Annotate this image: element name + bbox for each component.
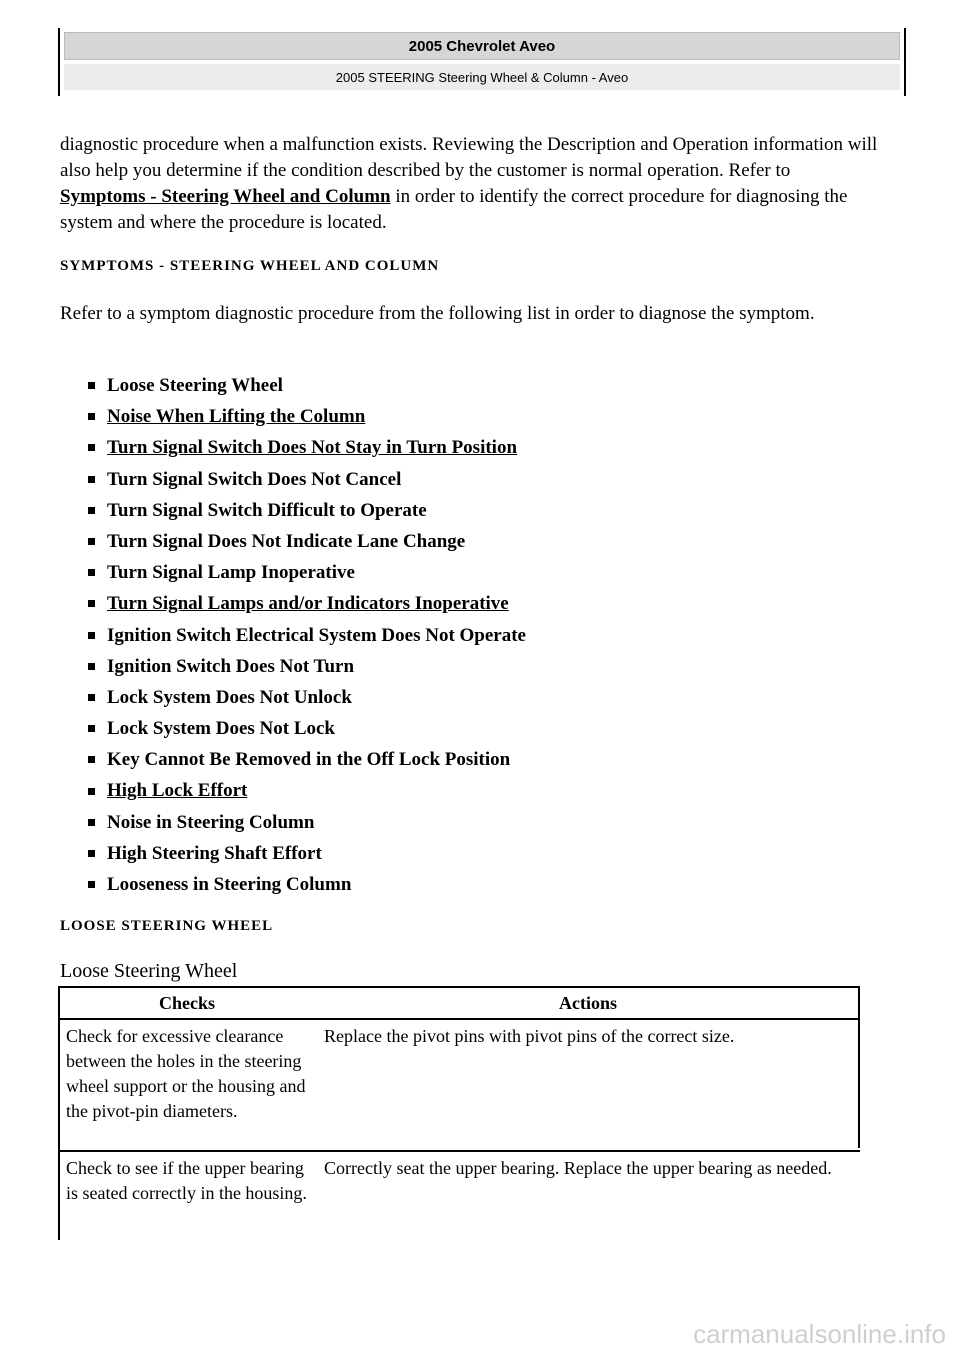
- symptom-link[interactable]: Looseness in Steering Column: [107, 874, 352, 895]
- bullet-icon: [88, 694, 95, 701]
- intro-text-after: in order to identify the correct procedure for diagnosing the system and where the procedure is located.: [60, 186, 848, 233]
- watermark: carmanualsonline.info: [693, 1319, 946, 1349]
- symptom-link[interactable]: Ignition Switch Electrical System Does Not Operate: [107, 624, 526, 646]
- header-title: 2005 Chevrolet Aveo: [64, 32, 900, 60]
- bullet-icon: [88, 569, 95, 576]
- symptom-link[interactable]: Noise in Steering Column: [107, 811, 315, 833]
- bullet-icon: [88, 600, 95, 607]
- list-item[interactable]: [88, 744, 526, 775]
- bullet-icon: [88, 476, 95, 483]
- check-cell: Check to see if the upper bearing is seated correctly in the housing.: [66, 1158, 307, 1203]
- list-item[interactable]: [88, 432, 526, 463]
- list-item[interactable]: [88, 370, 526, 401]
- symptom-link[interactable]: Turn Signal Switch Does Not Cancel: [107, 468, 402, 490]
- document-header: [58, 28, 906, 96]
- bullet-icon: [88, 819, 95, 826]
- bullet-icon: [88, 663, 95, 670]
- bullet-icon: [88, 538, 95, 545]
- list-item[interactable]: [88, 838, 526, 869]
- symptom-link[interactable]: Ignition Switch Does Not Turn: [107, 655, 355, 677]
- bullet-icon: [88, 881, 95, 888]
- symptom-link[interactable]: Turn Signal Switch Does Not Stay in Turn Position: [107, 437, 518, 459]
- symptom-link[interactable]: Turn Signal Lamps and/or Indicators Inoperative: [107, 593, 509, 615]
- symptom-link[interactable]: Turn Signal Lamp Inoperative: [107, 562, 355, 584]
- bullet-icon: [88, 756, 95, 763]
- symptoms-link[interactable]: Symptoms - Steering Wheel and Column: [60, 186, 391, 207]
- bullet-icon: [88, 413, 95, 420]
- symptoms-heading: SYMPTOMS - STEERING WHEEL AND COLUMN: [60, 258, 440, 274]
- loose-steering-heading: LOOSE STEERING WHEEL: [60, 918, 274, 934]
- list-item[interactable]: [88, 495, 526, 526]
- list-item[interactable]: [88, 526, 526, 557]
- list-item[interactable]: [88, 775, 526, 806]
- symptom-link[interactable]: Lock System Does Not Lock: [107, 718, 335, 740]
- list-item[interactable]: [88, 557, 526, 588]
- symptom-link[interactable]: Loose Steering Wheel: [107, 375, 283, 396]
- check-cell: Check for excessive clearance between the holes in the steering wheel support or the housing and the pivot-pin diameters.: [58, 1019, 316, 1151]
- list-item[interactable]: [88, 401, 526, 432]
- table-header-row: [58, 988, 860, 1019]
- list-item[interactable]: [88, 651, 526, 682]
- column-header-actions: Actions: [316, 988, 860, 1019]
- bullet-icon: [88, 507, 95, 514]
- action-cell: Correctly seat the upper bearing. Replace the upper bearing as needed.: [324, 1158, 832, 1178]
- action-cell: Replace the pivot pins with pivot pins of the correct size.: [316, 1019, 860, 1151]
- symptom-link[interactable]: Turn Signal Switch Difficult to Operate: [107, 499, 427, 521]
- intro-paragraph: [60, 132, 880, 236]
- symptom-list: [88, 370, 526, 900]
- table-row: [58, 1019, 860, 1151]
- intro-text-before: diagnostic procedure when a malfunction exists. Reviewing the Description and Operation information will also help you determine if the condition described by the customer is normal operation. Refer to: [60, 134, 878, 181]
- list-item[interactable]: [88, 464, 526, 495]
- symptom-link[interactable]: Turn Signal Does Not Indicate Lane Change: [107, 530, 466, 552]
- symptom-link[interactable]: High Steering Shaft Effort: [107, 842, 322, 864]
- list-item[interactable]: [88, 869, 526, 900]
- bullet-icon: [88, 788, 95, 795]
- list-item[interactable]: [88, 807, 526, 838]
- symptom-link[interactable]: Noise When Lifting the Column: [107, 406, 366, 428]
- header-subtitle: 2005 STEERING Steering Wheel & Column - Aveo: [64, 64, 900, 90]
- bullet-icon: [88, 632, 95, 639]
- list-item[interactable]: [88, 713, 526, 744]
- list-item[interactable]: [88, 682, 526, 713]
- symptom-link[interactable]: High Lock Effort: [107, 780, 248, 802]
- list-item[interactable]: [88, 588, 526, 619]
- bullet-icon: [88, 850, 95, 857]
- checks-actions-table: [58, 988, 860, 1250]
- bullet-icon: [88, 444, 95, 451]
- bullet-icon: [88, 382, 95, 389]
- refer-paragraph: Refer to a symptom diagnostic procedure from the following list in order to diagnose the symptom.: [60, 303, 815, 324]
- column-header-checks: Checks: [58, 988, 316, 1019]
- symptom-link[interactable]: Key Cannot Be Removed in the Off Lock Position: [107, 749, 511, 771]
- table-title: Loose Steering Wheel: [60, 960, 238, 982]
- table-row: [58, 1151, 860, 1250]
- symptom-link[interactable]: Lock System Does Not Unlock: [107, 686, 352, 708]
- list-item[interactable]: [88, 620, 526, 651]
- bullet-icon: [88, 725, 95, 732]
